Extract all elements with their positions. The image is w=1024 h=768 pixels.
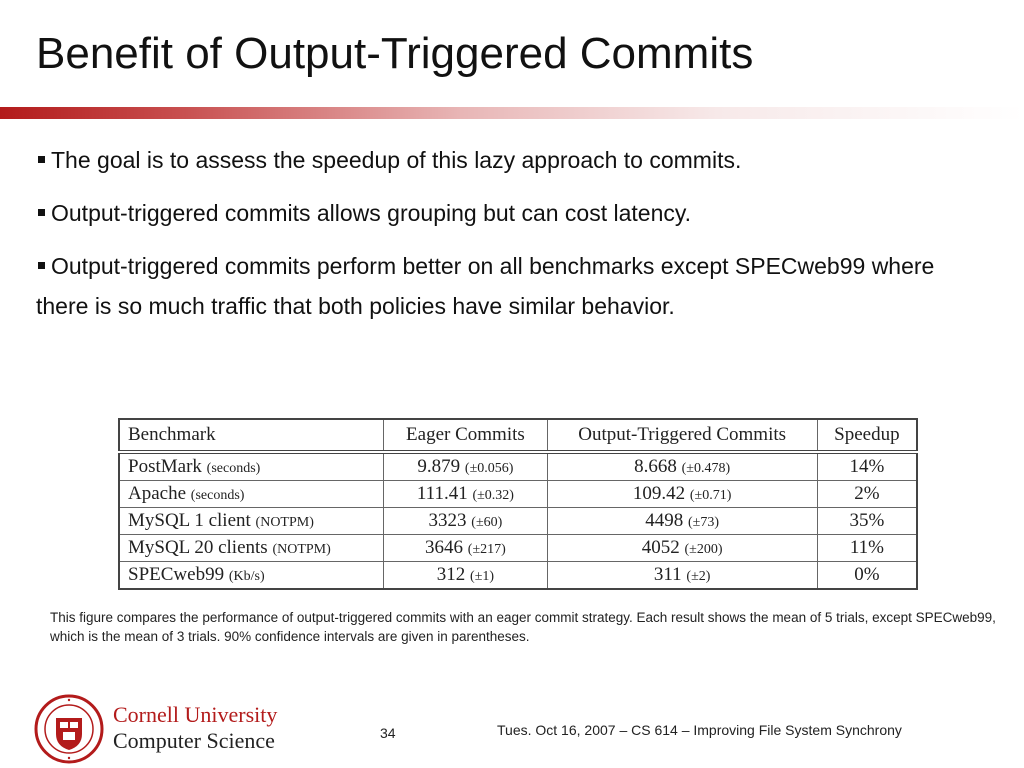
bullet-item	[36, 193, 986, 233]
table-row	[119, 535, 917, 562]
footer-text: Tues. Oct 16, 2007 – CS 614 – Improving File System Synchrony	[497, 722, 902, 738]
bullet-square-icon	[38, 262, 45, 269]
benchmark-name: MySQL 1 client	[128, 510, 251, 531]
department-name: Computer Science	[113, 728, 275, 753]
eager-cell	[384, 535, 547, 562]
benchmark-unit: (NOTPM)	[255, 515, 314, 530]
eager-cell	[384, 452, 547, 481]
bullet-square-icon	[38, 209, 45, 216]
benchmark-unit: (seconds)	[206, 461, 261, 476]
page-number: 34	[380, 725, 396, 741]
table-row	[119, 508, 917, 535]
speedup-cell: 11%	[817, 535, 917, 562]
bullet-list	[36, 140, 986, 339]
otc-ci: (±2)	[686, 569, 711, 584]
eager-ci: (±60)	[471, 515, 503, 530]
otc-value: 8.668	[634, 456, 677, 477]
eager-ci: (±217)	[467, 542, 506, 557]
slide-title: Benefit of Output-Triggered Commits	[36, 29, 754, 78]
table-row	[119, 452, 917, 481]
benchmark-cell	[119, 452, 384, 481]
otc-cell	[547, 535, 817, 562]
benchmark-cell	[119, 508, 384, 535]
otc-ci: (±200)	[684, 542, 723, 557]
otc-value: 109.42	[632, 483, 686, 504]
otc-ci: (±0.478)	[681, 461, 731, 476]
eager-value: 111.41	[416, 483, 468, 504]
speedup-cell: 35%	[817, 508, 917, 535]
otc-cell	[547, 508, 817, 535]
speedup-cell: 2%	[817, 481, 917, 508]
otc-cell	[547, 481, 817, 508]
benchmark-unit: (Kb/s)	[228, 569, 265, 584]
eager-value: 3646	[425, 537, 464, 558]
benchmark-name: SPECweb99	[128, 564, 225, 585]
otc-value: 311	[653, 564, 682, 585]
otc-ci: (±0.71)	[689, 488, 732, 503]
table-row	[119, 481, 917, 508]
otc-ci: (±73)	[688, 515, 720, 530]
header-eager-commits: Eager Commits	[384, 419, 547, 452]
eager-cell	[384, 481, 547, 508]
eager-cell	[384, 508, 547, 535]
otc-cell	[547, 562, 817, 590]
eager-value: 3323	[428, 510, 467, 531]
benchmark-table-container	[118, 418, 918, 590]
eager-ci: (±0.056)	[464, 461, 514, 476]
benchmark-name: Apache	[128, 483, 187, 504]
eager-cell	[384, 562, 547, 590]
bullet-text: Output-triggered commits allows grouping but can cost latency.	[51, 200, 692, 226]
bullet-item	[36, 140, 986, 180]
university-wordmark	[113, 702, 277, 754]
speedup-cell: 0%	[817, 562, 917, 590]
header-output-triggered-commits: Output-Triggered Commits	[547, 419, 817, 452]
eager-value: 9.879	[417, 456, 461, 477]
benchmark-cell	[119, 535, 384, 562]
bullet-square-icon	[38, 156, 45, 163]
benchmark-unit: (NOTPM)	[272, 542, 331, 557]
eager-value: 312	[436, 564, 466, 585]
table-header-row	[119, 419, 917, 452]
header-speedup: Speedup	[817, 419, 917, 452]
benchmark-name: PostMark	[128, 456, 202, 477]
otc-value: 4052	[641, 537, 680, 558]
bullet-item	[36, 246, 986, 326]
bullet-text: Output-triggered commits perform better on all benchmarks except SPECweb99 where there is so much traffic that both policies have similar behavior.	[36, 253, 935, 319]
title-accent-bar	[0, 107, 1024, 119]
benchmark-unit: (seconds)	[190, 488, 245, 503]
table-row	[119, 562, 917, 590]
header-benchmark: Benchmark	[119, 419, 384, 452]
benchmark-table	[118, 418, 918, 590]
bullet-text: The goal is to assess the speedup of this lazy approach to commits.	[51, 147, 742, 173]
eager-ci: (±1)	[470, 569, 495, 584]
benchmark-cell	[119, 481, 384, 508]
cornell-seal-icon	[34, 694, 104, 764]
benchmark-cell	[119, 562, 384, 590]
otc-cell	[547, 452, 817, 481]
speedup-cell: 14%	[817, 452, 917, 481]
table-caption: This figure compares the performance of output-triggered commits with an eager commit strategy. Each result shows the mean of 5 trials, except SPECweb99, which is the mean of 3 trials. 90% confidence intervals are given in parentheses.	[50, 610, 996, 644]
otc-value: 4498	[645, 510, 684, 531]
eager-ci: (±0.32)	[472, 488, 514, 503]
university-name: Cornell University	[113, 702, 278, 727]
benchmark-name: MySQL 20 clients	[128, 537, 268, 558]
